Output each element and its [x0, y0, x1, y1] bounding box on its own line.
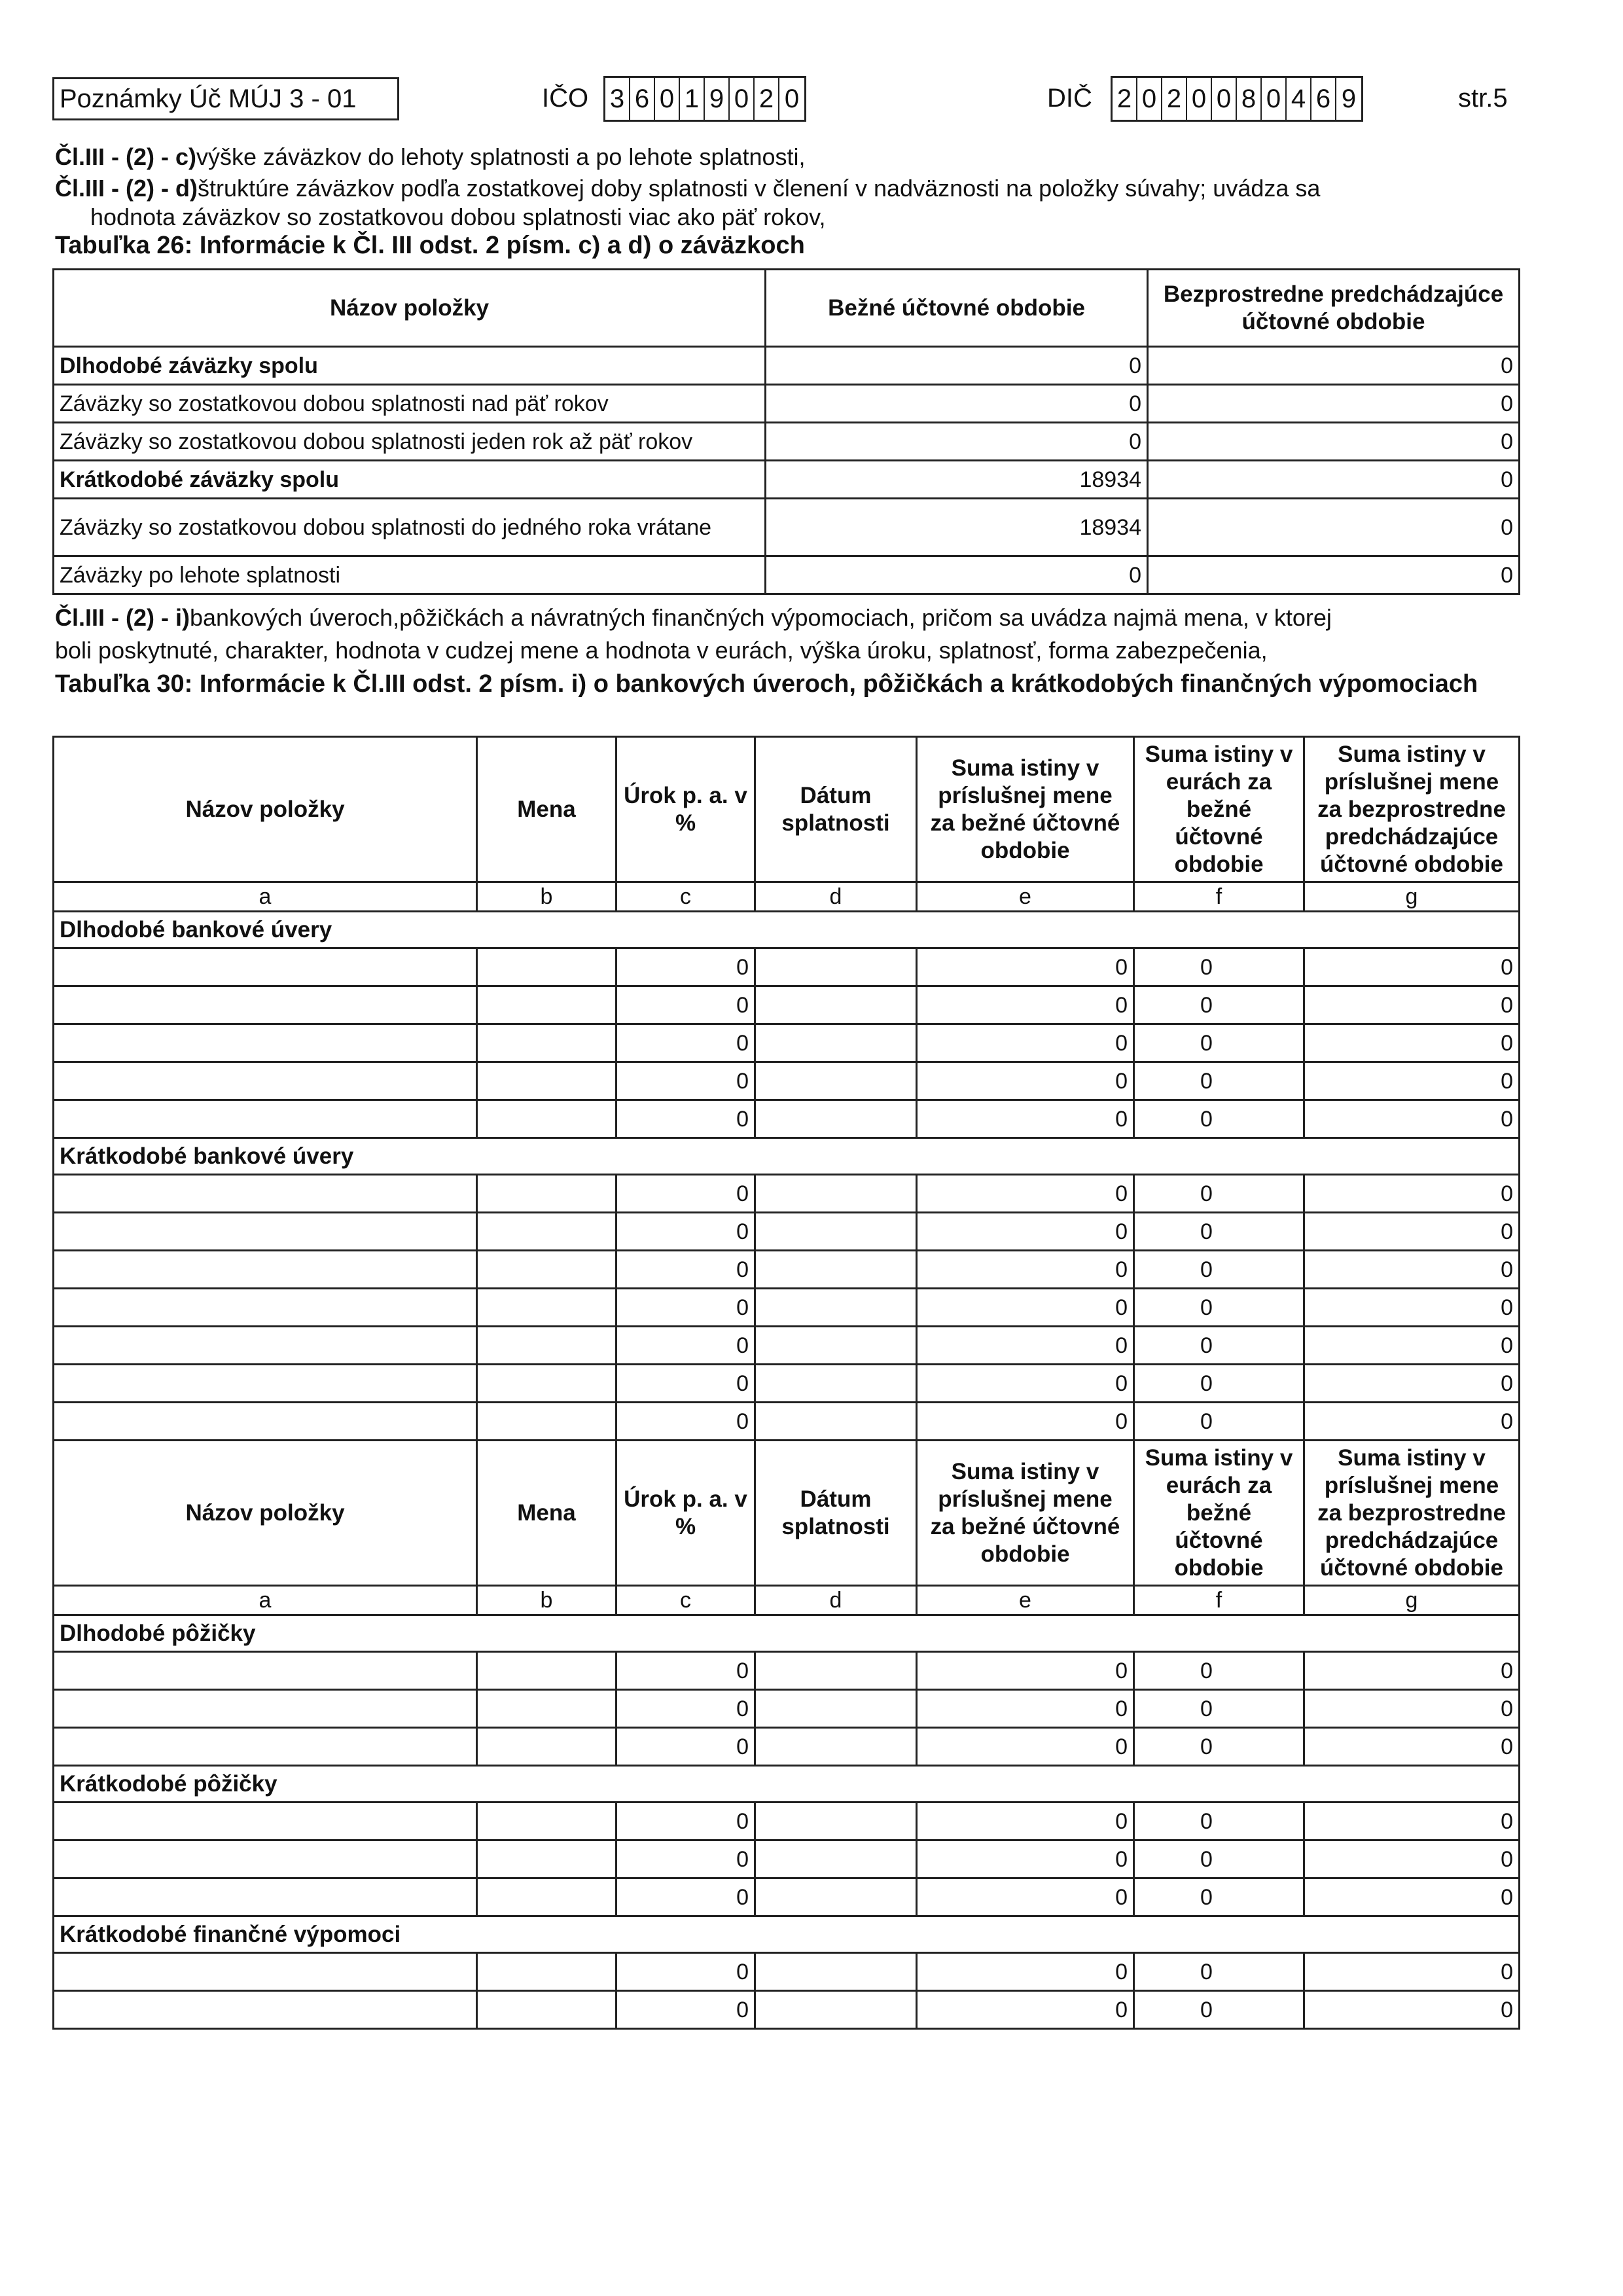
- principal-local-cell[interactable]: 0: [917, 1289, 1134, 1327]
- item-name-cell[interactable]: [54, 986, 477, 1024]
- section-label: Krátkodobé pôžičky: [54, 1766, 1520, 1803]
- currency-cell[interactable]: [477, 1024, 616, 1062]
- column-letter: b: [477, 882, 616, 912]
- digit-box: 0: [784, 84, 800, 113]
- col-header-interest: Úrok p. a. v %: [616, 737, 755, 882]
- ico-label: IČO: [542, 84, 589, 113]
- intro-line-i2: boli poskytnuté, charakter, hodnota v cudzej mene a hodnota v eurách, výška úroku, splatnosť, forma zabezpečenia,: [55, 637, 1268, 664]
- principal-local-cell[interactable]: 0: [917, 1652, 1134, 1690]
- maturity-date-cell[interactable]: [755, 986, 917, 1024]
- principal-eur-cell[interactable]: 0: [1134, 1652, 1304, 1690]
- principal-eur-cell[interactable]: 0: [1134, 1803, 1304, 1840]
- table-row: [54, 986, 1520, 1024]
- table-row: [54, 1403, 1520, 1441]
- column-letters-row: [54, 882, 1520, 912]
- dic-field: [1111, 76, 1363, 122]
- interest-cell[interactable]: 0: [616, 948, 755, 986]
- maturity-date-cell[interactable]: [755, 1062, 917, 1100]
- maturity-date-cell[interactable]: [755, 1365, 917, 1403]
- current-period-value: 18934: [766, 499, 1148, 556]
- form-title: Poznámky Úč MÚJ 3 - 01: [60, 84, 357, 113]
- column-letter: f: [1134, 1586, 1304, 1615]
- item-name-cell[interactable]: [54, 1840, 477, 1878]
- intro-line-c: [55, 143, 1527, 171]
- column-letter: a: [54, 882, 477, 912]
- col-header-name: Názov položky: [54, 737, 477, 882]
- previous-period-value: 0: [1148, 385, 1520, 423]
- item-name-cell[interactable]: [54, 1991, 477, 2029]
- currency-cell[interactable]: [477, 1878, 616, 1916]
- table30: [52, 736, 1520, 2030]
- col-header-principal-prev: Suma istiny v príslušnej mene za bezprostredne predchádzajúce účtovné obdobie: [1304, 1441, 1520, 1586]
- page-number: str.5: [1458, 84, 1508, 113]
- col-header-maturity: Dátum splatnosti: [755, 1441, 917, 1586]
- principal-local-cell[interactable]: 0: [917, 1690, 1134, 1728]
- column-letter: e: [917, 882, 1134, 912]
- interest-cell[interactable]: 0: [616, 1100, 755, 1138]
- previous-period-value: 0: [1148, 461, 1520, 499]
- column-letter: b: [477, 1586, 616, 1615]
- section-label: Dlhodobé bankové úvery: [54, 912, 1520, 948]
- previous-period-value: 0: [1148, 423, 1520, 461]
- row-label: Záväzky so zostatkovou dobou splatnosti nad päť rokov: [54, 385, 766, 423]
- principal-prev-cell[interactable]: 0: [1304, 1840, 1520, 1878]
- column-letter: d: [755, 1586, 917, 1615]
- currency-cell[interactable]: [477, 948, 616, 986]
- maturity-date-cell[interactable]: [755, 1878, 917, 1916]
- col-header-maturity: Dátum splatnosti: [755, 737, 917, 882]
- principal-eur-cell[interactable]: 0: [1134, 1403, 1304, 1441]
- principal-eur-cell[interactable]: 0: [1134, 1953, 1304, 1991]
- interest-cell[interactable]: 0: [616, 1878, 755, 1916]
- principal-local-cell[interactable]: 0: [917, 1024, 1134, 1062]
- item-name-cell[interactable]: [54, 1365, 477, 1403]
- principal-local-cell[interactable]: 0: [917, 1251, 1134, 1289]
- section-row: [54, 1615, 1520, 1652]
- table-row: [54, 499, 1520, 556]
- item-name-cell[interactable]: [54, 1213, 477, 1251]
- col-header-principal-eur: Suma istiny v eurách za bežné účtovné obdobie: [1134, 1441, 1304, 1586]
- digit-box: 6: [630, 78, 655, 120]
- principal-prev-cell[interactable]: 0: [1304, 1213, 1520, 1251]
- principal-prev-cell[interactable]: 0: [1304, 1062, 1520, 1100]
- principal-eur-cell[interactable]: 0: [1134, 1251, 1304, 1289]
- digit-box: 3: [605, 78, 630, 120]
- interest-cell[interactable]: 0: [616, 1991, 755, 2029]
- principal-prev-cell[interactable]: 0: [1304, 1175, 1520, 1213]
- maturity-date-cell[interactable]: [755, 1175, 917, 1213]
- item-name-cell[interactable]: [54, 1062, 477, 1100]
- principal-eur-cell[interactable]: 0: [1134, 1100, 1304, 1138]
- section-row: [54, 912, 1520, 948]
- item-name-cell[interactable]: [54, 1690, 477, 1728]
- table30-title: Tabuľka 30: Informácie k Čl.III odst. 2 písm. i) o bankových úveroch, pôžičkách a krátkodobých finančných výpomociach: [55, 670, 1478, 698]
- principal-prev-cell[interactable]: 0: [1304, 1403, 1520, 1441]
- col-header-currency: Mena: [477, 1441, 616, 1586]
- article-ref-i: Čl.III - (2) - i): [55, 604, 190, 631]
- interest-cell[interactable]: 0: [616, 1251, 755, 1289]
- section-label: Krátkodobé finančné výpomoci: [54, 1916, 1520, 1953]
- interest-cell[interactable]: 0: [616, 1289, 755, 1327]
- article-text-d: štruktúre záväzkov podľa zostatkovej doby splatnosti v členení v nadväznosti na položky súvahy; uvádza sa: [197, 175, 1321, 202]
- current-period-value: 0: [766, 423, 1148, 461]
- currency-cell[interactable]: [477, 1840, 616, 1878]
- table-row: [54, 1840, 1520, 1878]
- principal-eur-cell[interactable]: 0: [1134, 1327, 1304, 1365]
- digit-box: 6: [1311, 78, 1336, 120]
- table26: [52, 268, 1520, 595]
- col-header-principal-eur: Suma istiny v eurách za bežné účtovné obdobie: [1134, 737, 1304, 882]
- section-row: [54, 1766, 1520, 1803]
- current-period-value: 0: [766, 556, 1148, 594]
- principal-local-cell[interactable]: 0: [917, 1728, 1134, 1766]
- table-row: [54, 347, 1520, 385]
- item-name-cell[interactable]: [54, 948, 477, 986]
- table-row: [54, 948, 1520, 986]
- principal-prev-cell[interactable]: 0: [1304, 1652, 1520, 1690]
- item-name-cell[interactable]: [54, 1100, 477, 1138]
- table30-header-row: [54, 1441, 1520, 1586]
- interest-cell[interactable]: 0: [616, 1728, 755, 1766]
- table-row: [54, 1024, 1520, 1062]
- table-row: [54, 1365, 1520, 1403]
- interest-cell[interactable]: 0: [616, 1213, 755, 1251]
- column-letter: g: [1304, 882, 1520, 912]
- digit-box: 9: [705, 78, 730, 120]
- digit-box: 9: [1341, 84, 1357, 113]
- ico-field: [603, 76, 806, 122]
- table-row: [54, 1251, 1520, 1289]
- intro-line-d: [55, 174, 1527, 203]
- column-letter: g: [1304, 1586, 1520, 1615]
- principal-eur-cell[interactable]: 0: [1134, 1213, 1304, 1251]
- article-text-i: bankových úveroch,pôžičkách a návratných finančných výpomociach, pričom sa uvádza najmä mena, v ktorej: [189, 604, 1332, 631]
- interest-cell[interactable]: 0: [616, 1803, 755, 1840]
- digit-box: 1: [680, 78, 705, 120]
- item-name-cell[interactable]: [54, 1878, 477, 1916]
- interest-cell[interactable]: 0: [616, 1690, 755, 1728]
- col-header-name: Názov položky: [54, 1441, 477, 1586]
- table-row: [54, 556, 1520, 594]
- currency-cell[interactable]: [477, 1403, 616, 1441]
- principal-eur-cell[interactable]: 0: [1134, 1024, 1304, 1062]
- current-period-value: 18934: [766, 461, 1148, 499]
- item-name-cell[interactable]: [54, 1403, 477, 1441]
- principal-local-cell[interactable]: 0: [917, 1803, 1134, 1840]
- col-header-principal-prev: Suma istiny v príslušnej mene za bezprostredne predchádzajúce účtovné obdobie: [1304, 737, 1520, 882]
- digit-box: 0: [1212, 78, 1237, 120]
- maturity-date-cell[interactable]: [755, 1024, 917, 1062]
- principal-local-cell[interactable]: 0: [917, 1062, 1134, 1100]
- principal-local-cell[interactable]: 0: [917, 1175, 1134, 1213]
- item-name-cell[interactable]: [54, 1251, 477, 1289]
- article-ref-d: Čl.III - (2) - d): [55, 175, 198, 202]
- table-row: [54, 1728, 1520, 1766]
- form-title-box: [52, 77, 399, 120]
- principal-eur-cell[interactable]: 0: [1134, 1062, 1304, 1100]
- column-letter: c: [616, 1586, 755, 1615]
- maturity-date-cell[interactable]: [755, 1690, 917, 1728]
- principal-local-cell[interactable]: 0: [917, 986, 1134, 1024]
- principal-local-cell[interactable]: 0: [917, 1100, 1134, 1138]
- item-name-cell[interactable]: [54, 1803, 477, 1840]
- principal-local-cell[interactable]: 0: [917, 1878, 1134, 1916]
- currency-cell[interactable]: [477, 1728, 616, 1766]
- section-label: Krátkodobé bankové úvery: [54, 1138, 1520, 1175]
- previous-period-value: 0: [1148, 347, 1520, 385]
- currency-cell[interactable]: [477, 1062, 616, 1100]
- principal-prev-cell[interactable]: 0: [1304, 1327, 1520, 1365]
- item-name-cell[interactable]: [54, 1327, 477, 1365]
- maturity-date-cell[interactable]: [755, 1803, 917, 1840]
- dic-label: DIČ: [1047, 84, 1092, 113]
- col-header-principal-local: Suma istiny v príslušnej mene za bežné účtovné obdobie: [917, 737, 1134, 882]
- maturity-date-cell[interactable]: [755, 1213, 917, 1251]
- currency-cell[interactable]: [477, 1251, 616, 1289]
- principal-prev-cell[interactable]: 0: [1304, 1991, 1520, 2029]
- table-row: [54, 1327, 1520, 1365]
- col-header-interest: Úrok p. a. v %: [616, 1441, 755, 1586]
- interest-cell[interactable]: 0: [616, 1024, 755, 1062]
- table30-header-row: [54, 737, 1520, 882]
- principal-local-cell[interactable]: 0: [917, 1840, 1134, 1878]
- currency-cell[interactable]: [477, 1175, 616, 1213]
- principal-prev-cell[interactable]: 0: [1304, 1803, 1520, 1840]
- digit-box: 0: [730, 78, 755, 120]
- intro-line-d2: hodnota záväzkov so zostatkovou dobou splatnosti viac ako päť rokov,: [90, 204, 826, 230]
- principal-eur-cell[interactable]: 0: [1134, 1728, 1304, 1766]
- principal-prev-cell[interactable]: 0: [1304, 1365, 1520, 1403]
- table-row: [54, 1175, 1520, 1213]
- current-period-value: 0: [766, 385, 1148, 423]
- currency-cell[interactable]: [477, 1327, 616, 1365]
- currency-cell[interactable]: [477, 1652, 616, 1690]
- row-label: Záväzky po lehote splatnosti: [54, 556, 766, 594]
- currency-cell[interactable]: [477, 1213, 616, 1251]
- item-name-cell[interactable]: [54, 1728, 477, 1766]
- interest-cell[interactable]: 0: [616, 1403, 755, 1441]
- maturity-date-cell[interactable]: [755, 1652, 917, 1690]
- section-label: Dlhodobé pôžičky: [54, 1615, 1520, 1652]
- table-row: [54, 1062, 1520, 1100]
- item-name-cell[interactable]: [54, 1652, 477, 1690]
- maturity-date-cell[interactable]: [755, 1728, 917, 1766]
- principal-prev-cell[interactable]: 0: [1304, 1289, 1520, 1327]
- row-label: Záväzky so zostatkovou dobou splatnosti jeden rok až päť rokov: [54, 423, 766, 461]
- column-letter: c: [616, 882, 755, 912]
- col-header-name: Názov položky: [54, 270, 766, 347]
- digit-box: 4: [1287, 78, 1311, 120]
- currency-cell[interactable]: [477, 1365, 616, 1403]
- row-label: Krátkodobé záväzky spolu: [54, 461, 766, 499]
- table-row: [54, 461, 1520, 499]
- item-name-cell[interactable]: [54, 1953, 477, 1991]
- column-letters-row: [54, 1586, 1520, 1615]
- col-header-previous: Bezprostredne predchádzajúce účtovné obdobie: [1148, 270, 1520, 347]
- currency-cell[interactable]: [477, 1991, 616, 2029]
- digit-box: 0: [1137, 78, 1162, 120]
- principal-eur-cell[interactable]: 0: [1134, 1690, 1304, 1728]
- interest-cell[interactable]: 0: [616, 1953, 755, 1991]
- interest-cell[interactable]: 0: [616, 1652, 755, 1690]
- currency-cell[interactable]: [477, 986, 616, 1024]
- principal-eur-cell[interactable]: 0: [1134, 1175, 1304, 1213]
- principal-prev-cell[interactable]: 0: [1304, 1728, 1520, 1766]
- principal-eur-cell[interactable]: 0: [1134, 1991, 1304, 2029]
- digit-box: 2: [1113, 78, 1137, 120]
- intro-line-i: [55, 603, 1527, 632]
- principal-prev-cell[interactable]: 0: [1304, 1690, 1520, 1728]
- maturity-date-cell[interactable]: [755, 1953, 917, 1991]
- principal-local-cell[interactable]: 0: [917, 1327, 1134, 1365]
- item-name-cell[interactable]: [54, 1175, 477, 1213]
- interest-cell[interactable]: 0: [616, 1327, 755, 1365]
- current-period-value: 0: [766, 347, 1148, 385]
- currency-cell[interactable]: [477, 1953, 616, 1991]
- item-name-cell[interactable]: [54, 1289, 477, 1327]
- col-header-current: Bežné účtovné obdobie: [766, 270, 1148, 347]
- currency-cell[interactable]: [477, 1100, 616, 1138]
- section-row: [54, 1138, 1520, 1175]
- digit-box: 8: [1237, 78, 1262, 120]
- table26-title: Tabuľka 26: Informácie k Čl. III odst. 2 písm. c) a d) o záväzkoch: [55, 232, 805, 259]
- currency-cell[interactable]: [477, 1690, 616, 1728]
- table-row: [54, 1213, 1520, 1251]
- row-label: Dlhodobé záväzky spolu: [54, 347, 766, 385]
- column-letter: d: [755, 882, 917, 912]
- maturity-date-cell[interactable]: [755, 1991, 917, 2029]
- previous-period-value: 0: [1148, 499, 1520, 556]
- column-letter: a: [54, 1586, 477, 1615]
- interest-cell[interactable]: 0: [616, 1062, 755, 1100]
- col-header-principal-local: Suma istiny v príslušnej mene za bežné účtovné obdobie: [917, 1441, 1134, 1586]
- section-row: [54, 1916, 1520, 1953]
- principal-prev-cell[interactable]: 0: [1304, 948, 1520, 986]
- maturity-date-cell[interactable]: [755, 1840, 917, 1878]
- column-letter: f: [1134, 882, 1304, 912]
- principal-eur-cell[interactable]: 0: [1134, 1365, 1304, 1403]
- principal-prev-cell[interactable]: 0: [1304, 1878, 1520, 1916]
- principal-eur-cell[interactable]: 0: [1134, 948, 1304, 986]
- maturity-date-cell[interactable]: [755, 1289, 917, 1327]
- maturity-date-cell[interactable]: [755, 948, 917, 986]
- table-row: [54, 1652, 1520, 1690]
- digit-box: 0: [655, 78, 680, 120]
- interest-cell[interactable]: 0: [616, 1175, 755, 1213]
- item-name-cell[interactable]: [54, 1024, 477, 1062]
- principal-local-cell[interactable]: 0: [917, 1953, 1134, 1991]
- principal-local-cell[interactable]: 0: [917, 1213, 1134, 1251]
- digit-box: 0: [1187, 78, 1212, 120]
- maturity-date-cell[interactable]: [755, 1251, 917, 1289]
- interest-cell[interactable]: 0: [616, 1365, 755, 1403]
- principal-prev-cell[interactable]: 0: [1304, 986, 1520, 1024]
- currency-cell[interactable]: [477, 1803, 616, 1840]
- digit-box: 2: [1162, 78, 1187, 120]
- column-letter: e: [917, 1586, 1134, 1615]
- principal-prev-cell[interactable]: 0: [1304, 1100, 1520, 1138]
- maturity-date-cell[interactable]: [755, 1100, 917, 1138]
- maturity-date-cell[interactable]: [755, 1327, 917, 1365]
- principal-local-cell[interactable]: 0: [917, 948, 1134, 986]
- table-row: [54, 385, 1520, 423]
- principal-local-cell[interactable]: 0: [917, 1403, 1134, 1441]
- currency-cell[interactable]: [477, 1289, 616, 1327]
- principal-eur-cell[interactable]: 0: [1134, 1289, 1304, 1327]
- table-row: [54, 1690, 1520, 1728]
- table-row: [54, 1803, 1520, 1840]
- col-header-currency: Mena: [477, 737, 616, 882]
- principal-local-cell[interactable]: 0: [917, 1991, 1134, 2029]
- row-label: Záväzky so zostatkovou dobou splatnosti do jedného roka vrátane: [54, 499, 766, 556]
- principal-eur-cell[interactable]: 0: [1134, 1840, 1304, 1878]
- principal-eur-cell[interactable]: 0: [1134, 1878, 1304, 1916]
- previous-period-value: 0: [1148, 556, 1520, 594]
- principal-prev-cell[interactable]: 0: [1304, 1024, 1520, 1062]
- table-row: [54, 423, 1520, 461]
- article-ref-c: Čl.III - (2) - c): [55, 143, 196, 170]
- digit-box: 2: [755, 78, 779, 120]
- table-row: [54, 1100, 1520, 1138]
- maturity-date-cell[interactable]: [755, 1403, 917, 1441]
- principal-local-cell[interactable]: 0: [917, 1365, 1134, 1403]
- interest-cell[interactable]: 0: [616, 986, 755, 1024]
- principal-prev-cell[interactable]: 0: [1304, 1953, 1520, 1991]
- table-row: [54, 1991, 1520, 2029]
- table-row: [54, 1953, 1520, 1991]
- table-row: [54, 1289, 1520, 1327]
- interest-cell[interactable]: 0: [616, 1840, 755, 1878]
- principal-prev-cell[interactable]: 0: [1304, 1251, 1520, 1289]
- article-text-c: výške záväzkov do lehoty splatnosti a po lehote splatnosti,: [196, 143, 806, 170]
- digit-box: 0: [1262, 78, 1287, 120]
- principal-eur-cell[interactable]: 0: [1134, 986, 1304, 1024]
- table-row: [54, 1878, 1520, 1916]
- table26-header-row: [54, 270, 1520, 347]
